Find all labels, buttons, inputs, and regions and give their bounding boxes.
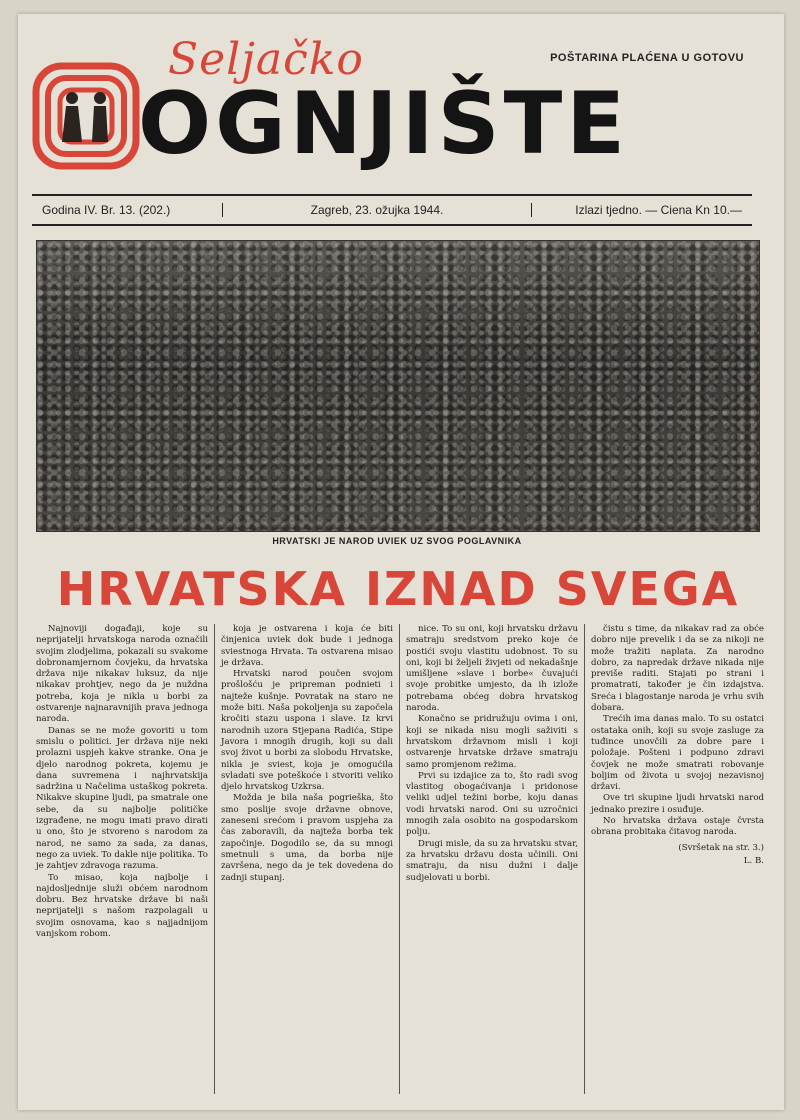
paragraph: Trećih ima danas malo. To su ostatci ostataka onih, koji su svoje zasluge za tuđince unovčili za dobre pare i položaje. Pošteni i podpuno zdravi čovjek ne može smatrati robovanje boljim od života u svojoj nezavisnoj državi. (591, 714, 764, 793)
photo-caption: HRVATSKI JE NAROD UVIEK UZ SVOG POGLAVNIKA (272, 536, 522, 546)
author-signature: L. B. (743, 855, 764, 866)
article-column-4 (585, 624, 770, 1094)
folk-couple-emblem-icon (32, 62, 140, 170)
paragraph: To misao, koja najbolje i najdosljednije služi obćem narodnom dobru. Bez hrvatske države bi naši neprijatelji s našom razpolagali u svojim osnovama, kao s najjadnijom vanjskom robom. (36, 872, 208, 940)
paragraph: čistu s time, da nikakav rad za obće dobro nije prevelik i da se za nikoji ne može tražiti naplata. Za narodno dobro, za napredak države nikada nije previše raditi. Stajati po strani i promatrati, također je čin izdajstva. Sreća i blagostanje naroda je vrhu svih dobara. (591, 624, 764, 714)
issue-info-bar (32, 194, 752, 226)
paragraph: Možda je bila naša pogrieška, što smo poslije svoje državne obnove, zaneseni srećom i pravom uspjeha za čas zaboravili, da najteža borba tek započinje. Dogodilo se, da su mnogi smetnuli s uma, da borba nije završena, nego da je tek dovedena do zadnji stupanj. (221, 793, 393, 883)
continued-note: (Svršetak na str. 3.) (678, 842, 764, 853)
paragraph: Hrvatski narod poučen svojom prošlošću je pripreman podnieti i najteže kušnje. Povratak na staro ne može biti. Naša pokoljenja su započela kročiti stazu uspona i slave. Iz krvi narodnih uzora Stjepana Radića, Stipe Javora i mnogih drugih, koji su dali svoj život u borbi za slobodu Hrvatske, nikla je sviest, koja je omogućila svladati sve poteškoće i stvoriti veliko djelo hrvatskog Uzkrsa. (221, 669, 393, 793)
paragraph: Najnoviji događaji, koje su neprijatelji hrvatskoga naroda označili svojim zlodjelima, pokazali su svakome dobronamjernom čovjeku, da hrvatska država nije nikakav luksuz, da nije nikakav prohtjev, nego da je nuždna potreba, koja je nikla u borbi za ostvarenje najnaravnijih prava jednoga naroda. (36, 624, 208, 725)
paragraph: Konačno se pridružuju ovima i oni, koji se nikada nisu mogli saživiti s hrvatskom državnom misli i koji ostvarenje hrvatske države smatraju samo promjenom režima. (406, 714, 578, 770)
article-headline: HRVATSKA IZNAD SVEGA (56, 562, 740, 616)
paragraph: Danas se ne može govoriti u tom smislu o politici. Jer država nije neki prolazni uspjeh kakve stranke. Ona je djelo narodnog pokreta, kojemu je dana suvremena i najhrvatskija sadržina u Načelima ustaškog pokreta. Nikakve skupine ljudi, pa smatrale one sebe, da su najbolje političke izgrađene, ne mogu imati pravo dirati u ono, što je stvoreno s narodom za narod, ne samo za sada, za danas, nego za uviek. To dakle nije politika. To je zahtjev zdravoga razuma. (36, 725, 208, 872)
place-date: Zagreb, 23. ožujka 1944. (223, 203, 532, 217)
paragraph: koja je ostvarena i koja će biti činjenica uviek dok bude i jednoga sviestnoga Hrvata. Ta ostvarena misao je država. (221, 624, 393, 668)
article-body (30, 624, 772, 1094)
paragraph: nice. To su oni, koji hrvatsku državu smatraju sredstvom preko koje će postići svoju vlastitu udobnost. To su oni, koji bi željeli živjeti od nekadašnje umišljene »slave i borbe« čuvajući svoje probitke umjesto, da ih izlože potrebama obćeg dobra hrvatskog naroda. (406, 624, 578, 714)
article-column-2 (215, 624, 400, 1094)
postage-note: POŠTARINA PLAĆENA U GOTOVU (550, 52, 744, 64)
paragraph: Prvi su izdajice za to, što radi svog vlastitog obogaćivanja i pridonose veliki udjel težini borbe, koju danas vodi hrvatski narod. Oni su uzročnici mnogih zala osobito na gospodarskom polju. (406, 770, 578, 838)
paragraph: Drugi misle, da su za hrvatsku stvar, za hrvatsku državu dosta učinili. Oni smatraju, da nisu dužni i dalje sudjelovati u borbi. (406, 838, 578, 883)
article-column-3 (400, 624, 585, 1094)
paragraph: No hrvatska država ostaje čvrsta obrana probitaka čitavog naroda. (591, 816, 764, 838)
crowd-photo (36, 240, 760, 532)
paragraph: Ove tri skupine ljudi hrvatski narod jednako prezire i osuđuje. (591, 793, 764, 815)
article-column-1 (30, 624, 215, 1094)
masthead-script-title: Seljačko (168, 34, 364, 85)
price-note: Izlazi tjedno. — Ciena Kn 10.— (575, 203, 742, 217)
issue-number: Godina IV. Br. 13. (202.) (32, 203, 223, 217)
newspaper-page (18, 14, 784, 1110)
masthead-main-title: OGNJIŠTE (138, 74, 630, 174)
